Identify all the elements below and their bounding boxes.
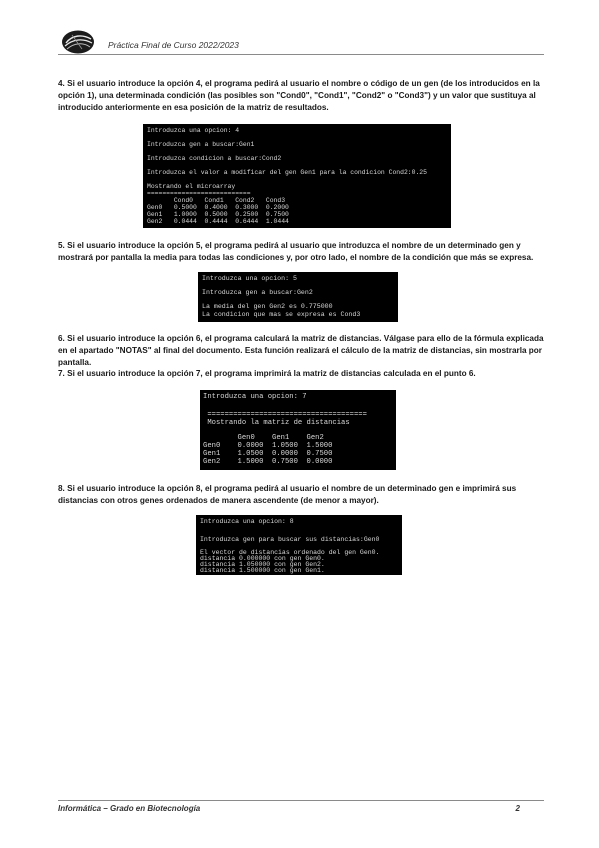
terminal-line: Introduzca gen a buscar:Gen2 [202, 289, 313, 296]
terminal-line: Introduzca una opcion: 5 [202, 275, 297, 282]
terminal-line: Cond0 Cond1 Cond2 Cond3 [147, 197, 286, 204]
paragraph-option-8: 8. Si el usuario introduce la opción 8, el programa pedirá al usuario el nombre de un determinado gen e imprimirá sus distancias con otros genes ordenados de manera ascendente (de menor a mayor). [58, 484, 517, 505]
terminal-screenshot-option-7 [200, 390, 396, 470]
terminal-line: Introduzca condicion a buscar:Cond2 [147, 155, 282, 162]
terminal-line: El vector de distancias ordenado del gen Gen0. [200, 549, 380, 556]
terminal-line: Gen1 1.0000 0.5000 0.2500 0.7500 [147, 211, 289, 218]
university-logo-icon [60, 29, 96, 55]
page-footer [58, 800, 544, 815]
terminal-line: Mostrando el microarray [147, 183, 236, 190]
terminal-line: Introduzca gen para buscar sus distancias:Gen0 [200, 536, 380, 543]
paragraph-option-5: 5. Si el usuario introduce la opción 5, el programa pedirá al usuario que introduzca el nombre de un determinado gen y mostrará por pantalla la media para todas las condiciones y, por otro lado, el nombre de la condición que más se expresa. [58, 241, 534, 262]
terminal-line: distancia 1.050000 con gen Gen2. [200, 561, 325, 568]
footer-course-label: Informática – Grado en Biotecnología [58, 804, 201, 813]
terminal-line: =========================== [147, 190, 251, 197]
terminal-screenshot-option-8 [196, 515, 402, 575]
terminal-line: Gen2 0.0444 0.4444 0.6444 1.0444 [147, 218, 289, 225]
terminal-screenshot-option-4 [143, 124, 451, 228]
page-number: 2 [515, 804, 520, 813]
terminal-line [147, 176, 447, 183]
terminal-line: Introduzca una opcion: 8 [200, 518, 294, 525]
terminal-line [200, 527, 398, 536]
paragraph-option-6: 6. Si el usuario introduce la opción 6, el programa calculará la matriz de distancias. Válgase para ello de la fórmula explicada en el apartado "NOTAS" al final del documento. Esta función realizará el cálculo de la matriz de distancias, sin mostrarla por pantalla. [58, 334, 544, 367]
terminal-line: Gen0 Gen1 Gen2 [203, 434, 324, 442]
terminal-screenshot-option-5 [198, 272, 398, 322]
terminal-line [147, 134, 447, 141]
paragraph-option-4: 4. Si el usuario introduce la opción 4, el programa pedirá al usuario el nombre o código de un gen (de los introducidos en la opción 1), una determinada condición (las posibles son "Cond0", "Cond1", "Cond2" o "Cond3") y un valor que sustituya al introducido anteriormente en esa posición de la matriz de resultados. [58, 79, 540, 112]
terminal-line: La media del gen Gen2 es 0.775000 [202, 303, 333, 310]
terminal-line: Gen0 0.0000 1.0500 1.5000 [203, 442, 333, 450]
terminal-line [203, 403, 392, 411]
terminal-line: Introduzca gen a buscar:Gen1 [147, 141, 255, 148]
terminal-line: Gen1 1.0500 0.0000 0.7500 [203, 450, 333, 458]
terminal-line: Gen2 1.5000 0.7500 0.0000 [203, 458, 333, 466]
terminal-line: distancia 1.500000 con gen Gen1. [200, 567, 325, 574]
terminal-line: Introduzca una opcion: 4 [147, 127, 240, 134]
terminal-line: Introduzca una opcion: 7 [203, 393, 307, 401]
terminal-line: Introduzca el valor a modificar del gen Gen1 para la condicion Cond2:0.25 [147, 169, 427, 176]
terminal-line: Mostrando la matriz de distancias [203, 419, 350, 427]
terminal-line: La condicion que mas se expresa es Cond3 [202, 311, 361, 318]
terminal-line: distancia 0.000000 con gen Gen0. [200, 555, 325, 562]
terminal-line: ===================================== [203, 411, 367, 419]
page-header [58, 32, 544, 55]
paragraph-option-7: 7. Si el usuario introduce la opción 7, el programa imprimirá la matriz de distancias calculada en el punto 6. [58, 369, 476, 378]
terminal-line: Gen0 0.5000 0.4000 0.3000 0.2000 [147, 204, 289, 211]
terminal-line [147, 162, 447, 169]
terminal-line [147, 148, 447, 155]
document-title: Práctica Final de Curso 2022/2023 [108, 40, 239, 50]
